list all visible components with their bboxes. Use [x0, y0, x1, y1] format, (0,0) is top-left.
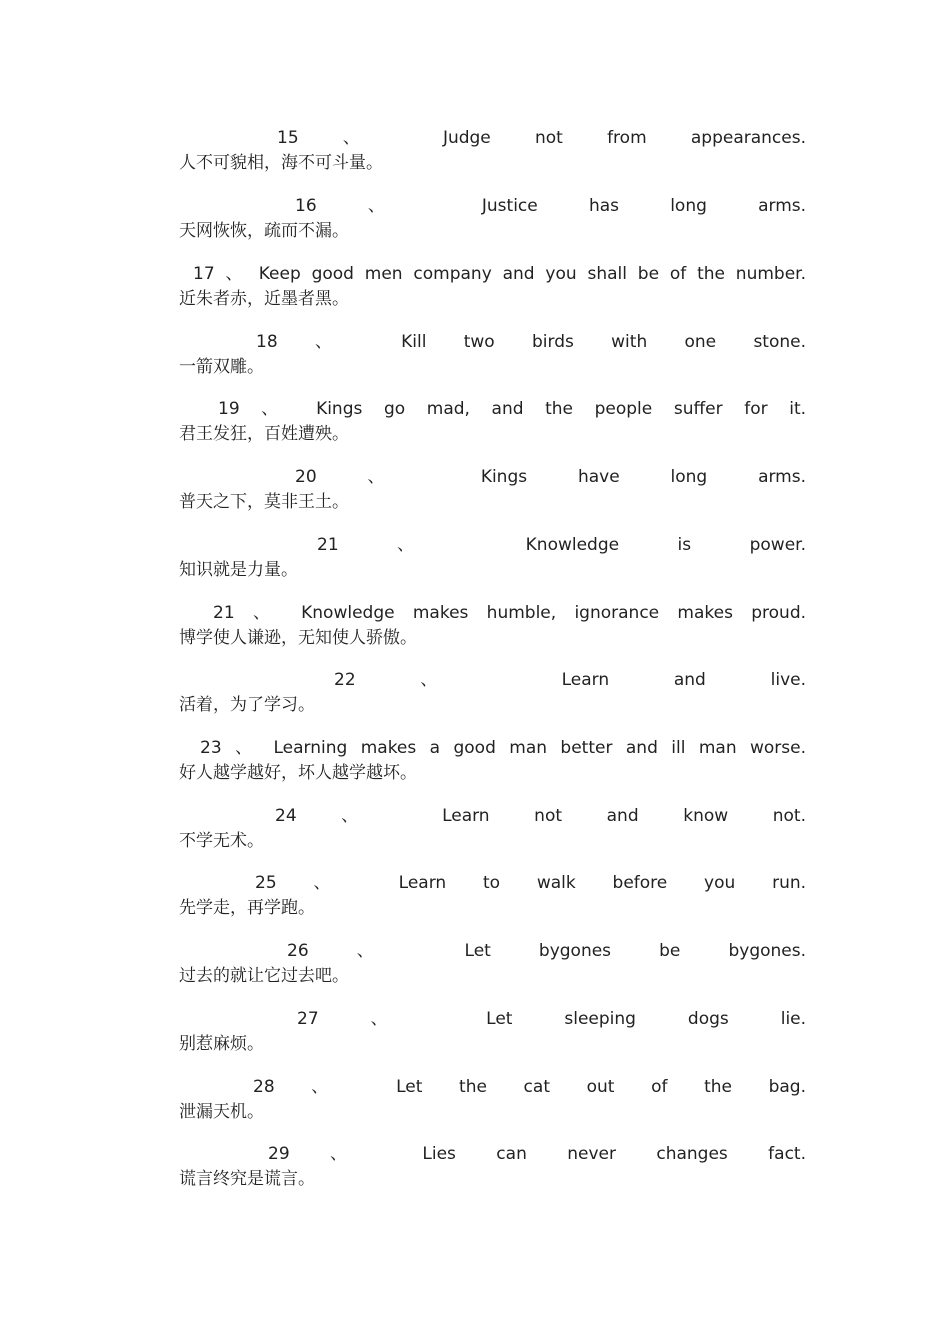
proverb-separator: 、 — [367, 467, 430, 487]
proverb-entry — [179, 194, 806, 248]
proverb-chinese: 天网恢恢，疏而不漏。 — [179, 221, 349, 241]
proverb-english: Learn to walk before you run. — [398, 873, 807, 893]
proverb-english-line — [179, 262, 806, 286]
proverb-english-line — [179, 736, 806, 760]
proverb-number: 19 — [218, 399, 240, 419]
proverb-number: 29 — [268, 1144, 290, 1164]
proverb-number: 27 — [297, 1009, 319, 1029]
proverb-english-line — [179, 1142, 806, 1166]
proverb-english: Knowledge makes humble, ignorance makes proud. — [301, 603, 807, 623]
proverb-chinese: 人不可貌相，海不可斗量。 — [179, 153, 383, 173]
proverb-separator: 、 — [397, 535, 468, 555]
proverb-english-line — [179, 804, 806, 828]
proverb-number: 24 — [275, 806, 297, 826]
proverb-chinese: 知识就是力量。 — [179, 560, 298, 580]
proverb-english: Kill two birds with one stone. — [401, 332, 806, 352]
proverb-number: 23 — [200, 738, 222, 758]
proverb-separator: 、 — [367, 196, 431, 216]
proverb-chinese: 别惹麻烦。 — [179, 1034, 264, 1054]
proverb-separator: 、 — [356, 941, 417, 961]
proverb-entry — [179, 397, 806, 451]
proverb-entry — [179, 262, 806, 316]
proverb-english: Learn and live. — [561, 670, 806, 690]
proverb-entry — [179, 1142, 806, 1196]
proverb-number: 26 — [287, 941, 309, 961]
proverb-entry — [179, 601, 806, 655]
proverb-entry — [179, 465, 806, 519]
proverb-english: Learning makes a good man better and ill man worse. — [273, 738, 807, 758]
proverb-english-line — [179, 939, 806, 963]
proverb-english-line — [179, 330, 806, 354]
proverb-separator: 、 — [252, 603, 283, 623]
proverb-english: Lies can never changes fact. — [422, 1144, 806, 1164]
proverb-chinese: 君王发狂，百姓遭殃。 — [179, 424, 349, 444]
proverb-separator: 、 — [420, 670, 497, 690]
proverb-separator: 、 — [342, 128, 399, 148]
proverb-chinese: 不学无术。 — [179, 831, 264, 851]
proverb-separator: 、 — [330, 1144, 383, 1164]
proverb-english: Judge not from appearances. — [442, 128, 806, 148]
proverb-english: Keep good men company and you shall be of the number. — [258, 264, 806, 284]
proverb-entry — [179, 126, 806, 180]
proverb-english-line — [179, 533, 806, 557]
proverb-separator: 、 — [235, 738, 261, 758]
proverb-number: 20 — [295, 467, 317, 487]
proverb-english-line — [179, 1075, 806, 1099]
proverb-chinese: 普天之下，莫非王土。 — [179, 492, 349, 512]
proverb-entry — [179, 804, 806, 858]
proverb-english-line — [179, 465, 806, 489]
proverb-english: Kings have long arms. — [480, 467, 806, 487]
proverb-english-line — [179, 194, 806, 218]
proverb-chinese: 谎言终究是谎言。 — [179, 1169, 315, 1189]
proverb-chinese: 博学使人谦逊，无知使人骄傲。 — [179, 628, 417, 648]
proverb-number: 21 — [213, 603, 235, 623]
proverb-english: Learn not and know not. — [442, 806, 806, 826]
proverb-english-line — [179, 601, 806, 625]
proverb-english-line — [179, 1007, 806, 1031]
proverb-english-line — [179, 668, 806, 692]
proverb-number: 16 — [295, 196, 317, 216]
proverb-separator: 、 — [225, 264, 248, 284]
proverb-chinese: 过去的就让它过去吧。 — [179, 966, 349, 986]
proverb-number: 15 — [277, 128, 299, 148]
proverb-entry — [179, 939, 806, 993]
proverb-number: 28 — [253, 1077, 275, 1097]
proverb-english-line — [179, 126, 806, 150]
proverb-separator: 、 — [314, 332, 364, 352]
proverb-separator: 、 — [313, 873, 362, 893]
proverb-entry — [179, 1007, 806, 1061]
proverb-separator: 、 — [370, 1009, 435, 1029]
proverb-number: 18 — [256, 332, 278, 352]
proverb-english-line — [179, 871, 806, 895]
proverb-entry — [179, 330, 806, 384]
proverb-separator: 、 — [341, 806, 398, 826]
proverb-english: Let the cat out of the bag. — [396, 1077, 806, 1097]
proverb-separator: 、 — [311, 1077, 360, 1097]
proverb-english: Let bygones be bygones. — [464, 941, 806, 961]
proverb-chinese: 近朱者赤，近墨者黑。 — [179, 289, 349, 309]
proverb-number: 25 — [255, 873, 277, 893]
proverb-entry — [179, 533, 806, 587]
proverb-entry — [179, 736, 806, 790]
proverb-entry — [179, 871, 806, 925]
proverb-number: 22 — [334, 670, 356, 690]
proverb-chinese: 好人越学越好，坏人越学越坏。 — [179, 763, 417, 783]
proverb-number: 17 — [193, 264, 215, 284]
proverb-chinese: 活着，为了学习。 — [179, 695, 315, 715]
proverb-entry — [179, 1075, 806, 1129]
proverb-chinese: 泄漏天机。 — [179, 1102, 264, 1122]
proverb-entry — [179, 668, 806, 722]
proverb-separator: 、 — [261, 399, 295, 419]
proverb-english: Kings go mad, and the people suffer for it. — [316, 399, 807, 419]
proverb-english: Justice has long arms. — [481, 196, 807, 216]
proverb-english: Knowledge is power. — [525, 535, 806, 555]
proverb-chinese: 先学走，再学跑。 — [179, 898, 315, 918]
proverb-chinese: 一箭双雕。 — [179, 357, 264, 377]
proverb-english: Let sleeping dogs lie. — [486, 1009, 807, 1029]
proverb-number: 21 — [317, 535, 339, 555]
proverb-english-line — [179, 397, 806, 421]
